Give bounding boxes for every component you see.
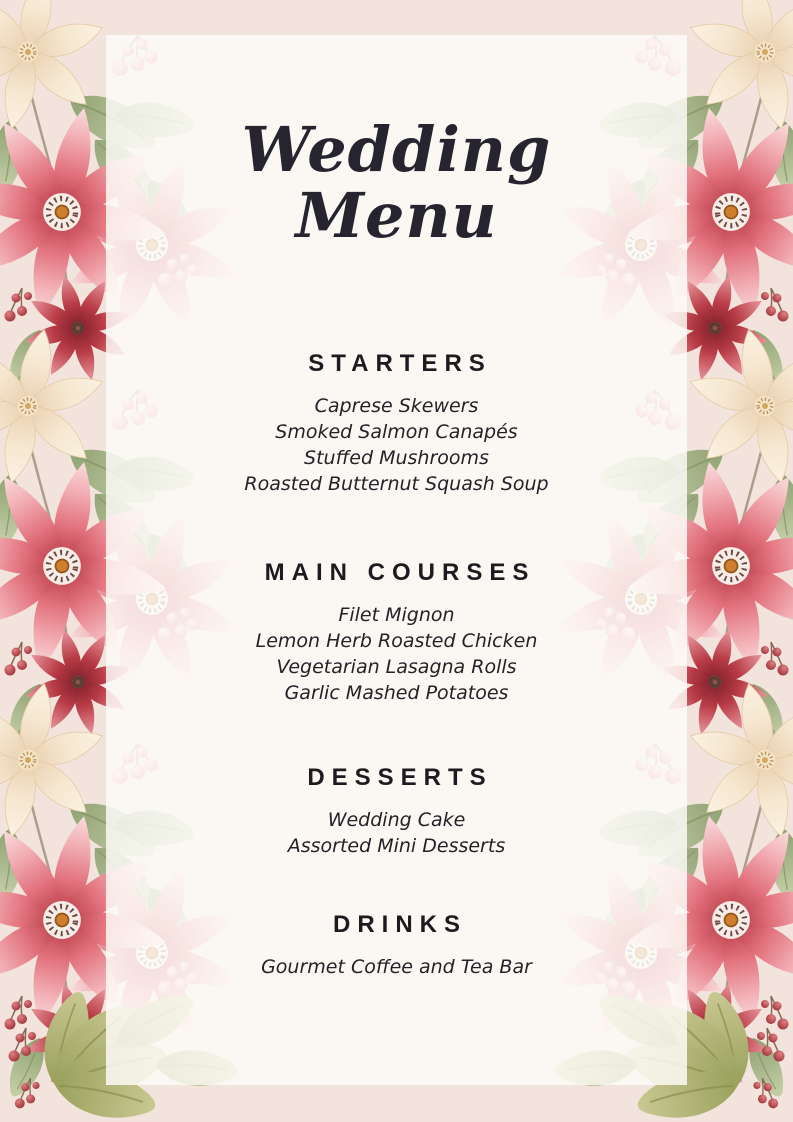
section-main-courses xyxy=(106,557,687,706)
menu-item: Smoked Salmon Canapés xyxy=(275,421,518,444)
menu-item: Garlic Mashed Potatoes xyxy=(284,682,509,705)
section-drinks xyxy=(106,909,687,980)
section-heading-desserts: DESSERTS xyxy=(307,764,493,792)
section-starters xyxy=(106,348,687,497)
menu-items-starters xyxy=(106,393,687,497)
menu-items-drinks xyxy=(106,954,687,980)
section-heading-drinks: DRINKS xyxy=(332,911,467,939)
section-heading-main-courses: MAIN COURSES xyxy=(264,559,536,587)
menu-item: Gourmet Coffee and Tea Bar xyxy=(261,956,532,979)
section-desserts xyxy=(106,762,687,859)
menu-title xyxy=(106,113,687,252)
menu-title-line1: Wedding xyxy=(241,113,552,186)
menu-items-main-courses xyxy=(106,602,687,706)
section-heading-starters: STARTERS xyxy=(308,350,492,378)
menu-item: Vegetarian Lasagna Rolls xyxy=(276,656,517,679)
menu-item: Assorted Mini Desserts xyxy=(287,835,506,858)
menu-content xyxy=(106,35,687,1085)
menu-item: Lemon Herb Roasted Chicken xyxy=(255,630,538,653)
menu-item: Stuffed Mushrooms xyxy=(304,447,489,470)
menu-item: Caprese Skewers xyxy=(314,395,479,418)
menu-title-line2: Menu xyxy=(295,178,498,252)
menu-item: Roasted Butternut Squash Soup xyxy=(244,473,549,496)
menu-item: Wedding Cake xyxy=(327,809,466,832)
menu-items-desserts xyxy=(106,807,687,859)
menu-item: Filet Mignon xyxy=(338,604,455,627)
